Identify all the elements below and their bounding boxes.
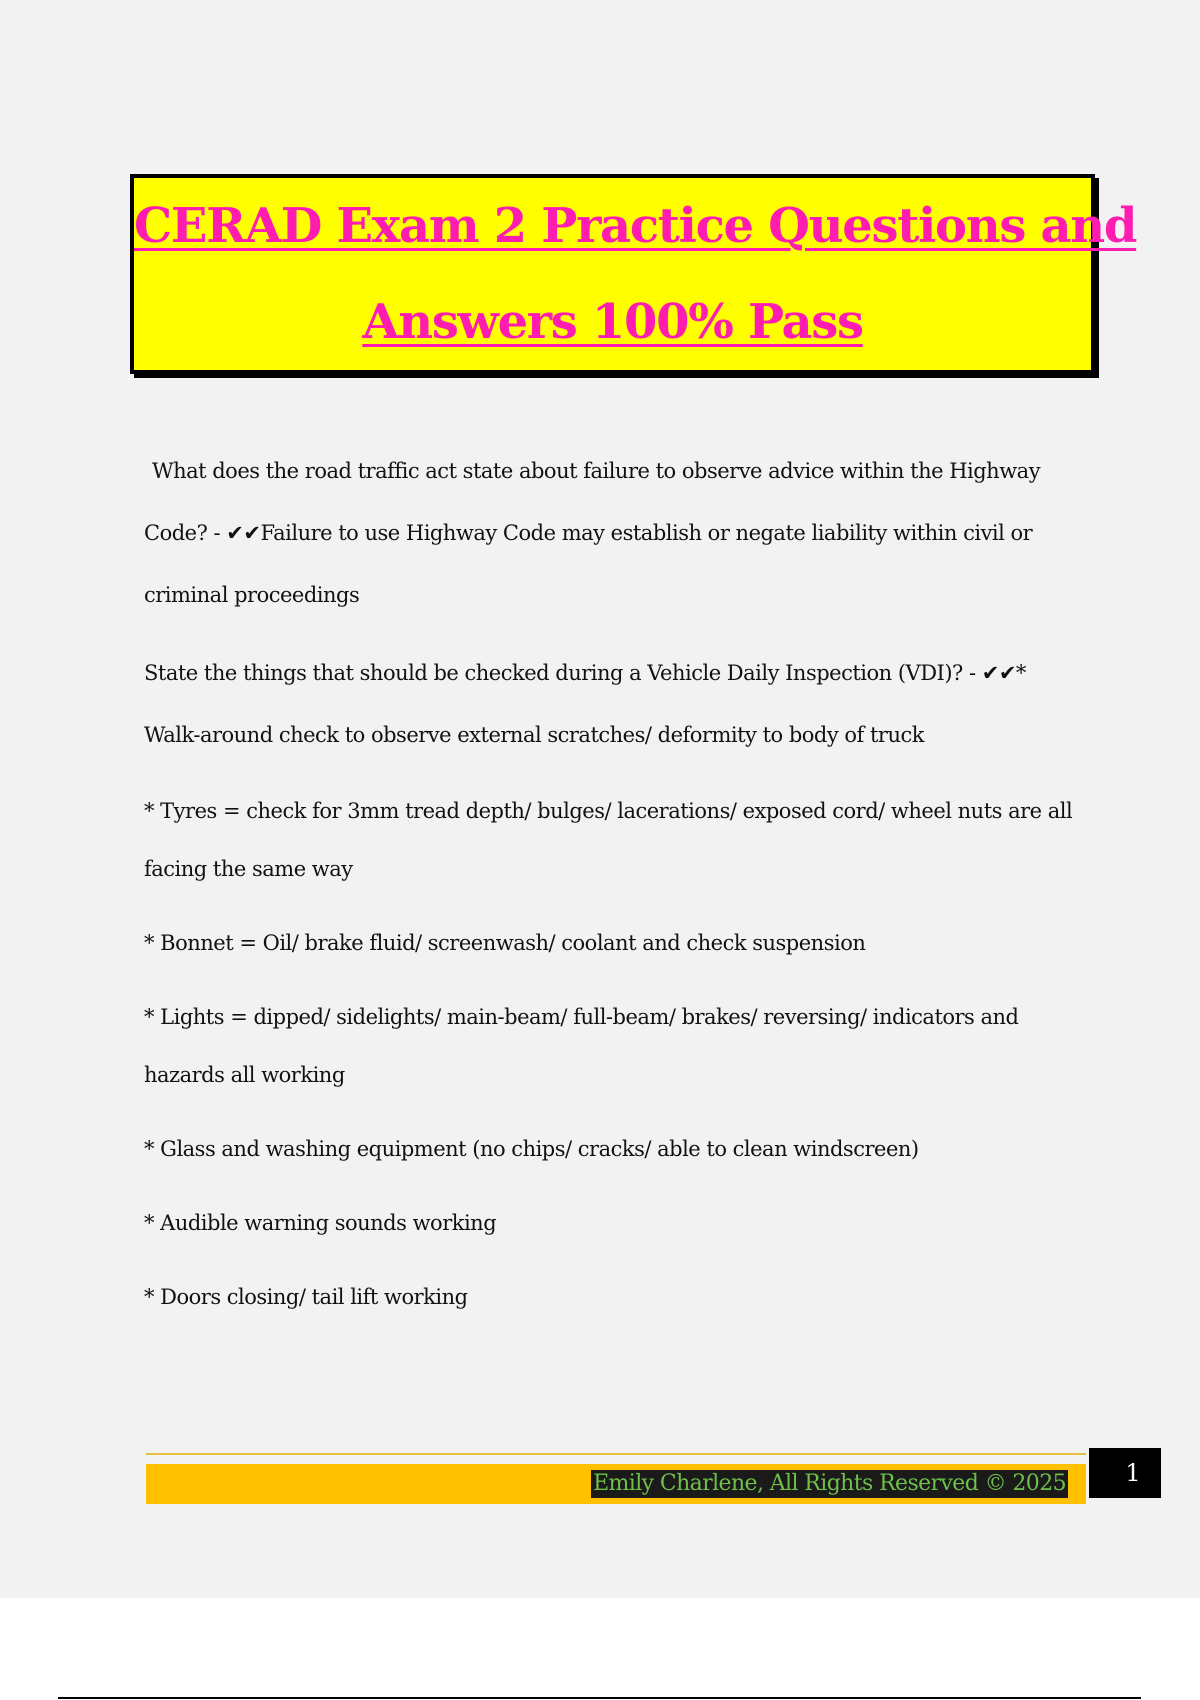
bullet-item-audible: * Audible warning sounds working bbox=[144, 1211, 497, 1235]
question-answer-1: What does the road traffic act state about failure to observe advice within the Highway Code? - ✔✔Failure to use Highway Code may establish or negate liability within civil or criminal proceedings bbox=[144, 459, 1041, 607]
bullet-item-tyres: * Tyres = check for 3mm tread depth/ bulges/ lacerations/ exposed cord/ wheel nuts are all facing the same way bbox=[144, 799, 1073, 881]
next-page-divider bbox=[58, 1697, 1141, 1699]
footer-bar bbox=[146, 1464, 1086, 1504]
document-title-line-2: Answers 100% Pass bbox=[362, 294, 863, 350]
copyright-notice: Emily Charlene, All Rights Reserved © 2025 bbox=[593, 1471, 1066, 1496]
footer-divider bbox=[146, 1453, 1086, 1455]
bullet-item-doors: * Doors closing/ tail lift working bbox=[144, 1285, 468, 1309]
bullet-item-glass: * Glass and washing equipment (no chips/ cracks/ able to clean windscreen) bbox=[144, 1137, 919, 1161]
bullet-item-lights: * Lights = dipped/ sidelights/ main-beam/ full-beam/ brakes/ reversing/ indicators and hazards all working bbox=[144, 1005, 1019, 1087]
bullet-item-bonnet: * Bonnet = Oil/ brake fluid/ screenwash/ coolant and check suspension bbox=[144, 931, 866, 955]
question-answer-2: State the things that should be checked during a Vehicle Daily Inspection (VDI)? - ✔✔* Walk-around check to observe external scratches/ deformity to body of truck bbox=[144, 661, 1026, 747]
title-box bbox=[130, 174, 1137, 374]
document-title-line-1: CERAD Exam 2 Practice Questions and bbox=[134, 198, 1137, 254]
page-number: 1 bbox=[1125, 1459, 1141, 1487]
page-number-badge bbox=[1089, 1448, 1161, 1498]
document-body bbox=[144, 440, 1084, 1342]
